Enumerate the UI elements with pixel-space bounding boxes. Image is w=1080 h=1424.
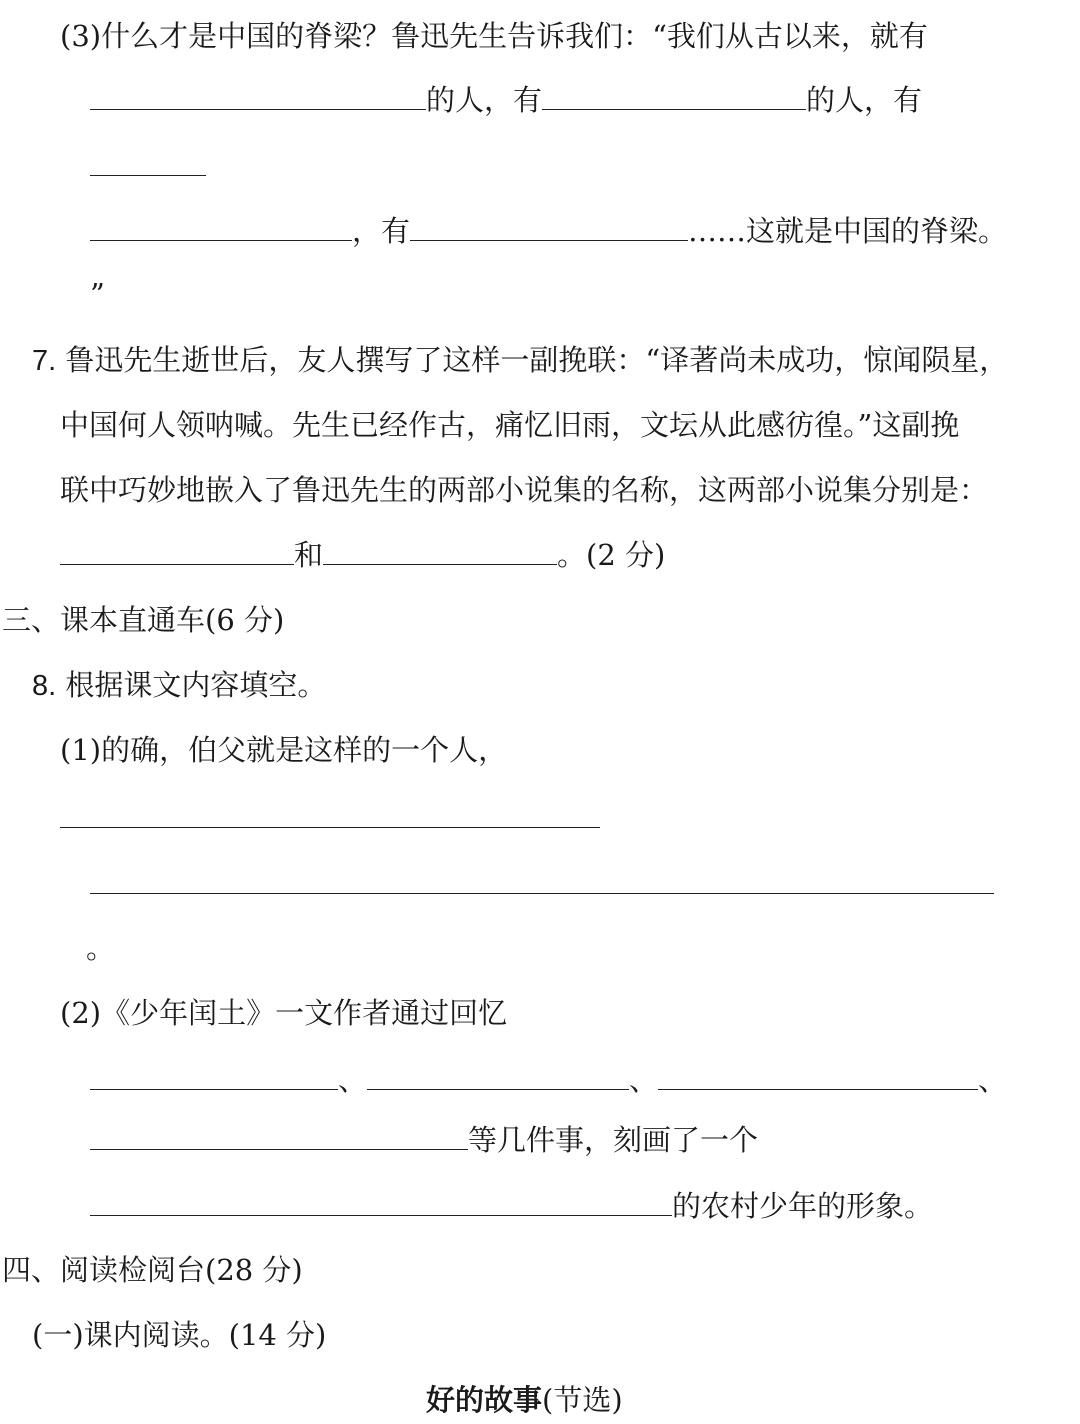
answer-blank[interactable] xyxy=(90,214,352,241)
answer-blank[interactable] xyxy=(542,83,806,110)
answer-blank[interactable] xyxy=(658,1063,978,1090)
section-3-title: 三、课本直通车(6 分) xyxy=(2,603,285,637)
q7-line1 xyxy=(32,342,1008,378)
separator: 、 xyxy=(629,1063,659,1097)
q6-3-seg-a: 的人，有 xyxy=(426,83,543,117)
q8-1-blank-line2 xyxy=(90,866,994,902)
subsection-1-title: (一)课内阅读。(14 分) xyxy=(32,1318,327,1352)
separator: 、 xyxy=(978,1063,1008,1097)
answer-blank[interactable] xyxy=(90,867,994,894)
answer-blank[interactable] xyxy=(90,1189,672,1216)
answer-blank[interactable] xyxy=(90,1063,338,1090)
passage-title: 好的故事 xyxy=(426,1383,543,1417)
q8-2-blank-line1 xyxy=(90,1062,1007,1098)
q8-2-blank-line2 xyxy=(90,1122,758,1158)
q8-number: 8 xyxy=(32,670,49,702)
answer-blank[interactable] xyxy=(410,214,688,241)
q6-3-line2 xyxy=(90,82,922,118)
q8-prompt: 根据课文内容填空。 xyxy=(65,668,327,702)
q8-1-end: 。 xyxy=(86,931,116,965)
q8-1-blank-line1 xyxy=(60,800,600,836)
section-4-title: 四、阅读检阅台(28 分) xyxy=(2,1253,303,1287)
answer-blank[interactable] xyxy=(60,801,600,828)
answer-blank[interactable] xyxy=(90,149,206,176)
q6-3-close-quote: ” xyxy=(90,277,105,311)
q8-2-end: 的农村少年的形象。 xyxy=(672,1189,934,1223)
q6-3-seg-b: 的人，有 xyxy=(806,83,923,117)
passage-title-line xyxy=(426,1382,623,1418)
answer-blank[interactable] xyxy=(60,538,294,565)
q8-dot: . xyxy=(48,670,57,702)
q8-2-label: (2)《少年闰土》一文作者通过回忆 xyxy=(60,996,508,1030)
q8-2-blank-line3 xyxy=(90,1188,933,1224)
q6-3-line3 xyxy=(90,148,206,184)
q8-prompt-line xyxy=(32,667,326,703)
passage-note: (节选) xyxy=(542,1383,623,1417)
q6-3-line1: (3)什么才是中国的脊梁？鲁迅先生告诉我们：“我们从古以来，就有 xyxy=(60,19,928,53)
q6-3-seg-c: ，有 xyxy=(352,214,411,248)
q7-answer-line xyxy=(60,537,665,573)
q7-end: 。(2 分) xyxy=(557,538,666,572)
answer-blank[interactable] xyxy=(367,1063,629,1090)
q6-3-line4 xyxy=(90,213,1007,249)
q7-and: 和 xyxy=(294,538,324,572)
separator: 、 xyxy=(338,1063,368,1097)
q8-1-label: (1)的确，伯父就是这样的一个人， xyxy=(60,733,508,767)
answer-blank[interactable] xyxy=(90,83,426,110)
q7-line3: 联中巧妙地嵌入了鲁迅先生的两部小说集的名称，这两部小说集分别是： xyxy=(60,473,989,507)
answer-blank[interactable] xyxy=(90,1123,468,1150)
q6-3-seg-d: ……这就是中国的脊梁。 xyxy=(688,214,1008,248)
q7-line2: 中国何人领呐喊。先生已经作古，痛忆旧雨，文坛从此感彷徨。”这副挽 xyxy=(60,408,960,442)
q7-text-line1: 鲁迅先生逝世后，友人撰写了这样一副挽联：“译著尚未成功，惊闻陨星， xyxy=(65,343,1009,377)
q8-2-mid: 等几件事，刻画了一个 xyxy=(468,1123,759,1157)
q7-number: 7 xyxy=(32,345,49,377)
q7-dot: . xyxy=(48,345,57,377)
answer-blank[interactable] xyxy=(323,538,557,565)
